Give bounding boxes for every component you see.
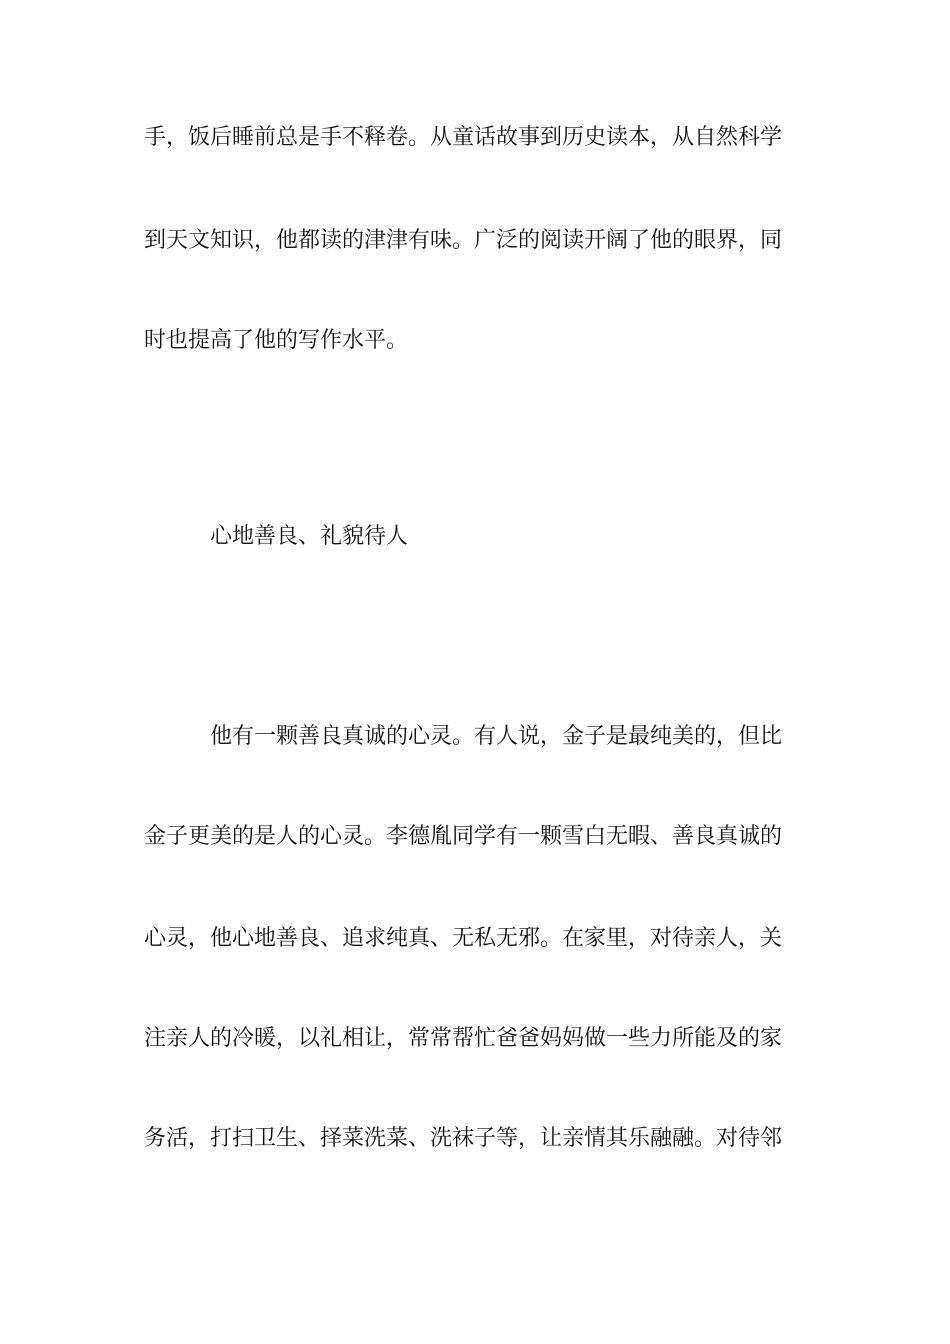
paragraph-2-line-2: 金子更美的是人的心灵。李德胤同学有一颗雪白无暇、善良真诚的 bbox=[144, 824, 783, 849]
paragraph-2-line-4: 注亲人的冷暖，以礼相让，常常帮忙爸爸妈妈做一些力所能及的家 bbox=[144, 1026, 783, 1051]
paragraph-1-line-1: 手，饭后睡前总是手不释卷。从童话故事到历史读本，从自然科学 bbox=[144, 125, 783, 150]
paragraph-1-line-2: 到天文知识，他都读的津津有味。广泛的阅读开阔了他的眼界，同 bbox=[144, 228, 783, 253]
paragraph-2-line-1: 他有一颗善良真诚的心灵。有人说，金子是最纯美的，但比 bbox=[210, 724, 783, 749]
paragraph-2-line-3: 心灵，他心地善良、追求纯真、无私无邪。在家里，对待亲人，关 bbox=[144, 926, 783, 951]
paragraph-2-line-5: 务活，打扫卫生、择菜洗菜、洗袜子等，让亲情其乐融融。对待邻 bbox=[144, 1126, 783, 1151]
section-heading: 心地善良、礼貌待人 bbox=[210, 524, 409, 549]
paragraph-1-line-3: 时也提高了他的写作水平。 bbox=[144, 328, 409, 353]
